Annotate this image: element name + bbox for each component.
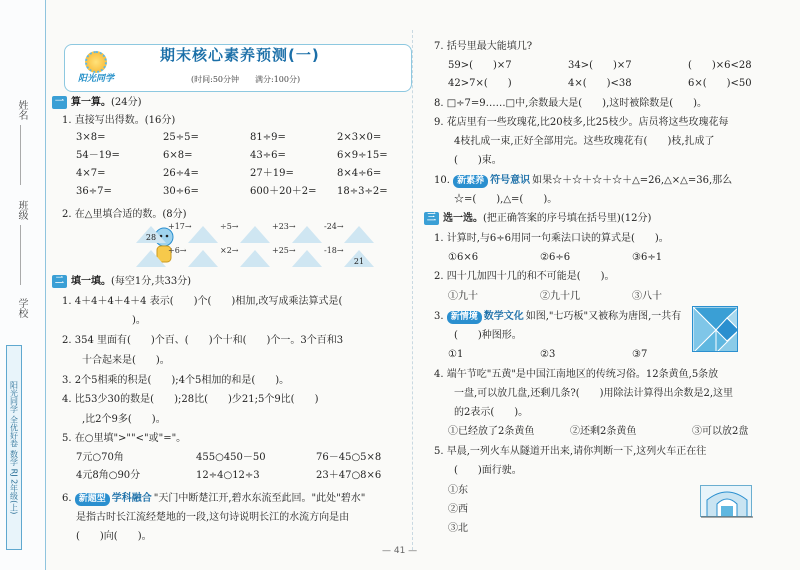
tangram-icon bbox=[692, 306, 738, 352]
triangle-blank[interactable] bbox=[240, 250, 270, 267]
choice-option: ①6×6 bbox=[448, 252, 479, 263]
inequality-item: 4×( )<38 bbox=[568, 78, 632, 89]
calc-grid bbox=[76, 131, 424, 198]
compare-item: 23＋47○8×6 bbox=[316, 470, 382, 481]
fill-line: 3. 2个5相乘的积是( );4个5相加的和是( )。 bbox=[62, 375, 290, 386]
choice-option: ②6÷6 bbox=[540, 252, 571, 263]
name-line bbox=[20, 125, 21, 185]
question-8: 8. □÷7=9……□中,余数最大是( ),这时被除数是( )。 bbox=[434, 98, 708, 109]
title-banner bbox=[64, 44, 412, 92]
subject-tag: 数学文化 bbox=[483, 311, 524, 322]
question-1-1: 1. 直接写出得数。(16分) bbox=[62, 115, 176, 126]
choice-option: ②还剩2条黄鱼 bbox=[570, 426, 637, 437]
compare-item: 4元8角○90分 bbox=[76, 470, 141, 481]
section-3-heading bbox=[424, 212, 651, 225]
chain-operation: -24→ bbox=[324, 222, 344, 231]
calc-item: 25÷5= bbox=[163, 132, 199, 143]
question-2-6: 6. 新题型 学科融合 "天门中断楚江开,碧水东流至此回。"此处"碧水" bbox=[62, 493, 366, 504]
fill-line: 5. 在○里填">""<"或"="。 bbox=[62, 433, 187, 444]
calc-item: 2×3×0= bbox=[337, 132, 382, 143]
name-label: 姓名 bbox=[16, 100, 27, 120]
choice-option: ③7 bbox=[632, 349, 648, 360]
triangle-blank[interactable] bbox=[188, 226, 218, 243]
question-text: 如果☆＋☆＋☆＋☆＋△=26,△×△=36,那么 bbox=[532, 175, 733, 186]
question-9-line2: 4枝扎成一束,正好全部用完。这些玫瑰花有( )枝,扎成了 bbox=[434, 136, 715, 147]
choice-option: ③可以放2盘 bbox=[692, 426, 749, 437]
choice-option: ①1 bbox=[448, 349, 464, 360]
inequality-item: 42>7×( ) bbox=[448, 78, 512, 89]
compare-grid bbox=[76, 451, 426, 482]
question-2-6-line2: 是指古时长江流经楚地的一段,这句诗说明长江的水流方向是由 bbox=[76, 512, 350, 523]
triangle-blank[interactable] bbox=[292, 226, 322, 243]
chain-operation: ÷6→ bbox=[168, 246, 187, 255]
calc-item: 27＋19= bbox=[250, 168, 294, 179]
choice-options-2 bbox=[448, 290, 800, 303]
chain-operation: ×2→ bbox=[220, 246, 239, 255]
triangle-blank[interactable] bbox=[292, 250, 322, 267]
section-title: 算一算。 bbox=[71, 97, 112, 108]
triangle-blank[interactable] bbox=[136, 250, 166, 267]
choice-option: ①九十 bbox=[448, 291, 478, 302]
calc-item: 26÷4= bbox=[163, 168, 199, 179]
compare-item: 12÷4○12÷3 bbox=[196, 470, 260, 481]
calc-item: 36÷7= bbox=[76, 186, 112, 197]
choice-options-4 bbox=[448, 425, 800, 438]
choice-question-1: 1. 计算时,与6÷6用同一句乘法口诀的算式是( )。 bbox=[434, 233, 669, 244]
choice-question-4-line2: 一盘,可以放几盘,还剩几条?( )用除法计算得出余数是2,这里 bbox=[434, 388, 734, 399]
section-points: (把正确答案的序号填在括号里)(12分) bbox=[483, 213, 652, 224]
calc-item: 3×8= bbox=[76, 132, 106, 143]
school-label: 学校 bbox=[16, 298, 27, 318]
page-title: 期末核心素养预测(一) bbox=[160, 46, 320, 64]
new-context-tag: 新情境 bbox=[447, 311, 482, 324]
option-east: ①东 bbox=[448, 485, 468, 496]
chain-operation: -18→ bbox=[324, 246, 344, 255]
inequality-item: 59>( )×7 bbox=[448, 60, 512, 71]
calc-item: 81÷9= bbox=[250, 132, 286, 143]
sun-icon bbox=[85, 51, 107, 73]
choice-options-3 bbox=[448, 348, 800, 361]
new-literacy-tag: 新素养 bbox=[453, 175, 488, 188]
fill-line: )。 bbox=[62, 315, 146, 326]
question-10-line2: ☆=( ),△=( )。 bbox=[434, 194, 558, 205]
section-title: 填一填。 bbox=[71, 276, 112, 287]
class-label: 班级 bbox=[16, 200, 27, 220]
fill-line: 2. 354 里面有( )个百、( )个十和( )个一。3个百和3 bbox=[62, 335, 344, 346]
calc-item: 43÷6= bbox=[250, 150, 286, 161]
triangle-blank[interactable] bbox=[240, 226, 270, 243]
chain-start-value: 28 bbox=[145, 233, 157, 242]
choice-question-4-line3: 的2表示( )。 bbox=[434, 407, 529, 418]
calc-item: 18÷3÷2= bbox=[337, 186, 388, 197]
binding-margin bbox=[0, 0, 46, 570]
book-info: 阳光同学 全优好卷 数学 RJ 2年级(上) bbox=[6, 345, 22, 550]
inequality-item: 34>( )×7 bbox=[568, 60, 632, 71]
question-10: 10. 新素养 符号意识 如果☆＋☆＋☆＋☆＋△=26,△×△=36,那么 bbox=[434, 175, 733, 186]
new-type-tag: 新题型 bbox=[75, 493, 110, 506]
section-badge: 三 bbox=[424, 212, 439, 225]
calc-item: 600＋20＋2= bbox=[250, 186, 317, 197]
choice-question-3: 3. 新情境 数学文化 如图,"七巧板"又被称为唐图,一共有 bbox=[434, 311, 682, 322]
chain-operation: +25→ bbox=[272, 246, 296, 255]
chain-operation: +23→ bbox=[272, 222, 296, 231]
choice-question-2: 2. 四十几加四十几的和不可能是( )。 bbox=[434, 271, 615, 282]
subject-tag: 学科融合 bbox=[111, 493, 152, 504]
fill-line: 1. 4＋4＋4＋4＋4 表示( )个( )相加,改写成乘法算式是( bbox=[62, 296, 343, 307]
triangle-blank[interactable] bbox=[344, 226, 374, 243]
chain-operation: ÷5→ bbox=[220, 222, 239, 231]
choice-option: ①已经放了2条黄鱼 bbox=[448, 426, 535, 437]
choice-option: ③6÷1 bbox=[632, 252, 663, 263]
question-1-2: 2. 在△里填合适的数。(8分) bbox=[62, 209, 187, 220]
fill-line: ,比2个9多( )。 bbox=[62, 414, 166, 425]
section-2-heading bbox=[52, 275, 191, 288]
compare-item: 7元○70角 bbox=[76, 452, 124, 463]
q7-grid bbox=[448, 59, 798, 90]
calc-item: 6×8= bbox=[163, 150, 193, 161]
inequality-item: ( )×6<28 bbox=[688, 60, 752, 71]
logo bbox=[71, 49, 121, 87]
fill-line: 十合起来是( )。 bbox=[62, 355, 170, 366]
question-text: "天门中断楚江开,碧水东流至此回。"此处"碧水" bbox=[153, 493, 366, 504]
calc-item: 4×7= bbox=[76, 168, 106, 179]
option-west: ②西 bbox=[448, 504, 468, 515]
section-title: 选一选。 bbox=[443, 213, 484, 224]
triangle-blank[interactable] bbox=[188, 250, 218, 267]
choice-question-5: 5. 早晨,一列火车从隧道开出来,请你判断一下,这列火车正在往 bbox=[434, 446, 707, 457]
question-9: 9. 花店里有一些玫瑰花,比20枝多,比25枝少。店员将这些玫瑰花每 bbox=[434, 117, 729, 128]
choice-option: ③八十 bbox=[632, 291, 662, 302]
question-7: 7. 括号里最大能填几? bbox=[434, 41, 533, 52]
choice-options-1 bbox=[448, 251, 800, 264]
inequality-item: 6×( )<50 bbox=[688, 78, 752, 89]
choice-option: ②九十几 bbox=[540, 291, 580, 302]
question-text: 如图,"七巧板"又被称为唐图,一共有 bbox=[525, 311, 682, 322]
calc-item: 8×4÷6= bbox=[337, 168, 382, 179]
logo-text: 阳光同学 bbox=[77, 73, 114, 84]
choice-question-5-line2: ( )面行驶。 bbox=[434, 465, 522, 476]
calc-item: 54－19= bbox=[76, 150, 120, 161]
train-tunnel-icon bbox=[700, 485, 752, 517]
page-number: — 41 — bbox=[382, 546, 418, 556]
section-points: (每空1分,共33分) bbox=[111, 276, 192, 287]
calc-item: 6×9÷15= bbox=[337, 150, 388, 161]
section-points: (24分) bbox=[111, 97, 142, 108]
subject-tag: 符号意识 bbox=[490, 175, 531, 186]
choice-option: ②3 bbox=[540, 349, 556, 360]
compare-item: 455○450－50 bbox=[196, 452, 266, 463]
fill-line: 4. 比53少30的数是( );28比( )少21;5个9比( ) bbox=[62, 394, 319, 405]
question-2-6-line3: ( )向( )。 bbox=[76, 531, 152, 542]
choice-question-3-line2: ( )种图形。 bbox=[434, 330, 522, 341]
section-1-heading bbox=[52, 96, 142, 109]
option-north: ③北 bbox=[448, 523, 468, 534]
exam-meta: (时间:50分钟 满分:100分) bbox=[191, 75, 301, 84]
section-badge: 一 bbox=[52, 96, 67, 109]
chain-end-value: 21 bbox=[353, 257, 365, 266]
section-badge: 二 bbox=[52, 275, 67, 288]
choice-question-4: 4. 端午节吃"五黄"是中国江南地区的传统习俗。12条黄鱼,5条放 bbox=[434, 369, 719, 380]
compare-item: 76－45○5×8 bbox=[316, 452, 382, 463]
question-9-line3: ( )束。 bbox=[434, 155, 502, 166]
calc-item: 30÷6= bbox=[163, 186, 199, 197]
class-line bbox=[20, 225, 21, 285]
chain-operation: +17→ bbox=[168, 222, 192, 231]
